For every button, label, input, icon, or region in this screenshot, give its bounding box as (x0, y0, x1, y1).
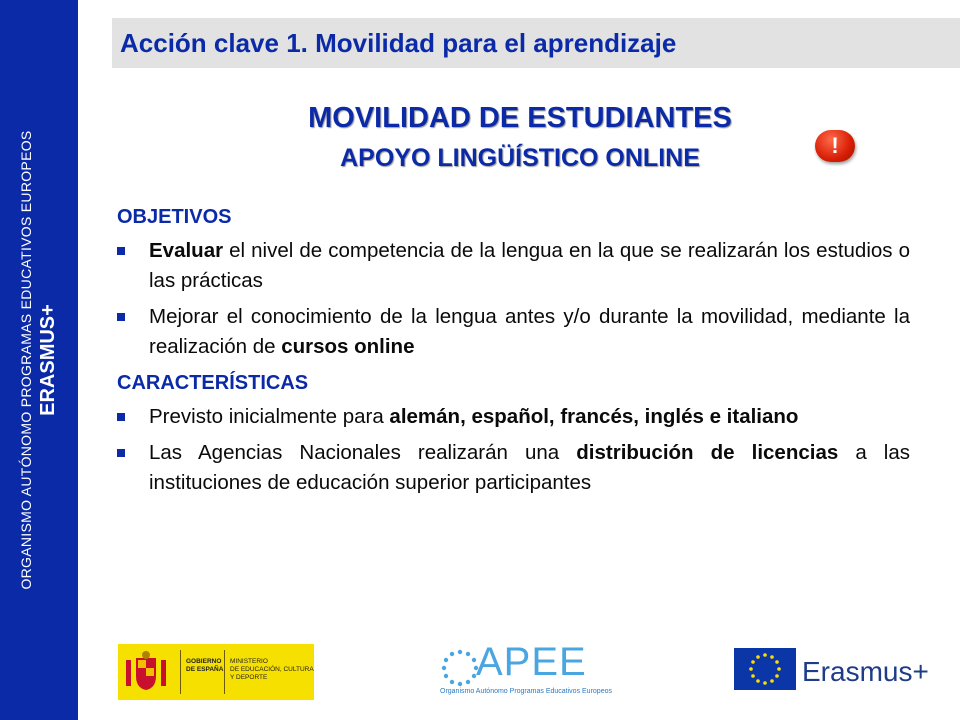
header-band (112, 18, 960, 68)
bold-text: Evaluar (149, 239, 224, 262)
sidebar-organization: ORGANISMO AUTÓNOMO PROGRAMAS EDUCATIVOS EUROPEOS (18, 130, 34, 590)
eu-stars-icon (734, 648, 796, 690)
list-item (117, 236, 910, 296)
bullet-square-icon (117, 247, 125, 255)
gov-text (186, 658, 223, 674)
eu-flag-icon (734, 648, 796, 690)
header-title: Acción clave 1. Movilidad para el aprendizaje (120, 28, 677, 58)
gobierno-logo (118, 644, 314, 700)
item-text: el nivel de competencia de la lengua en la que se realizarán los estudios o las prácticas (149, 239, 910, 292)
page-title: MOVILIDAD DE ESTUDIANTES (308, 102, 732, 134)
section-heading-caracteristicas: CARACTERÍSTICAS (117, 372, 309, 394)
slide-content (117, 202, 910, 504)
alert-icon: ! (815, 130, 855, 162)
sidebar (0, 0, 78, 720)
ministry-line3: Y DEPORTE (230, 674, 268, 681)
item-text: Las Agencias Nacionales realizarán una (149, 441, 577, 464)
sidebar-text (17, 0, 61, 720)
ministry-line2: DE EDUCACIÓN, CULTURA (230, 666, 314, 673)
bold-text: alemán, español, francés, inglés e italiano (389, 405, 799, 428)
erasmus-logo: Erasmus+ (802, 656, 929, 687)
bold-text: distribución de licencias (576, 441, 839, 464)
divider (224, 650, 225, 694)
apee-fullname: Organismo Autónomo Programas Educativos Europeos (440, 688, 612, 695)
apee-name: APEE (476, 640, 587, 684)
stars-ring-icon (440, 648, 480, 688)
list-item (117, 402, 910, 432)
coat-of-arms-icon (124, 650, 168, 694)
section-heading-objetivos: OBJETIVOS (117, 206, 232, 228)
apee-logo (440, 640, 620, 702)
list-item (117, 302, 910, 362)
item-text: Previsto inicialmente para (149, 405, 390, 428)
sidebar-program: ERASMUS+ (37, 304, 59, 416)
ministry-line1: MINISTERIO (230, 658, 268, 665)
bullet-square-icon (117, 449, 125, 457)
bullet-square-icon (117, 413, 125, 421)
bold-text: cursos online (281, 335, 415, 358)
item-text: a las instituciones de educación superior participantes (149, 441, 911, 494)
item-text: Mejorar el conocimiento de la lengua antes y/o durante la movilidad, mediante la realización de (149, 305, 910, 358)
bullet-square-icon (117, 313, 125, 321)
divider (180, 650, 181, 694)
list-item (117, 438, 910, 498)
gov-line2: DE ESPAÑA (186, 666, 224, 673)
page-subtitle: APOYO LINGÜÍSTICO ONLINE (340, 144, 700, 172)
ministry-text (230, 658, 314, 682)
gov-line1: GOBIERNO (186, 658, 222, 665)
